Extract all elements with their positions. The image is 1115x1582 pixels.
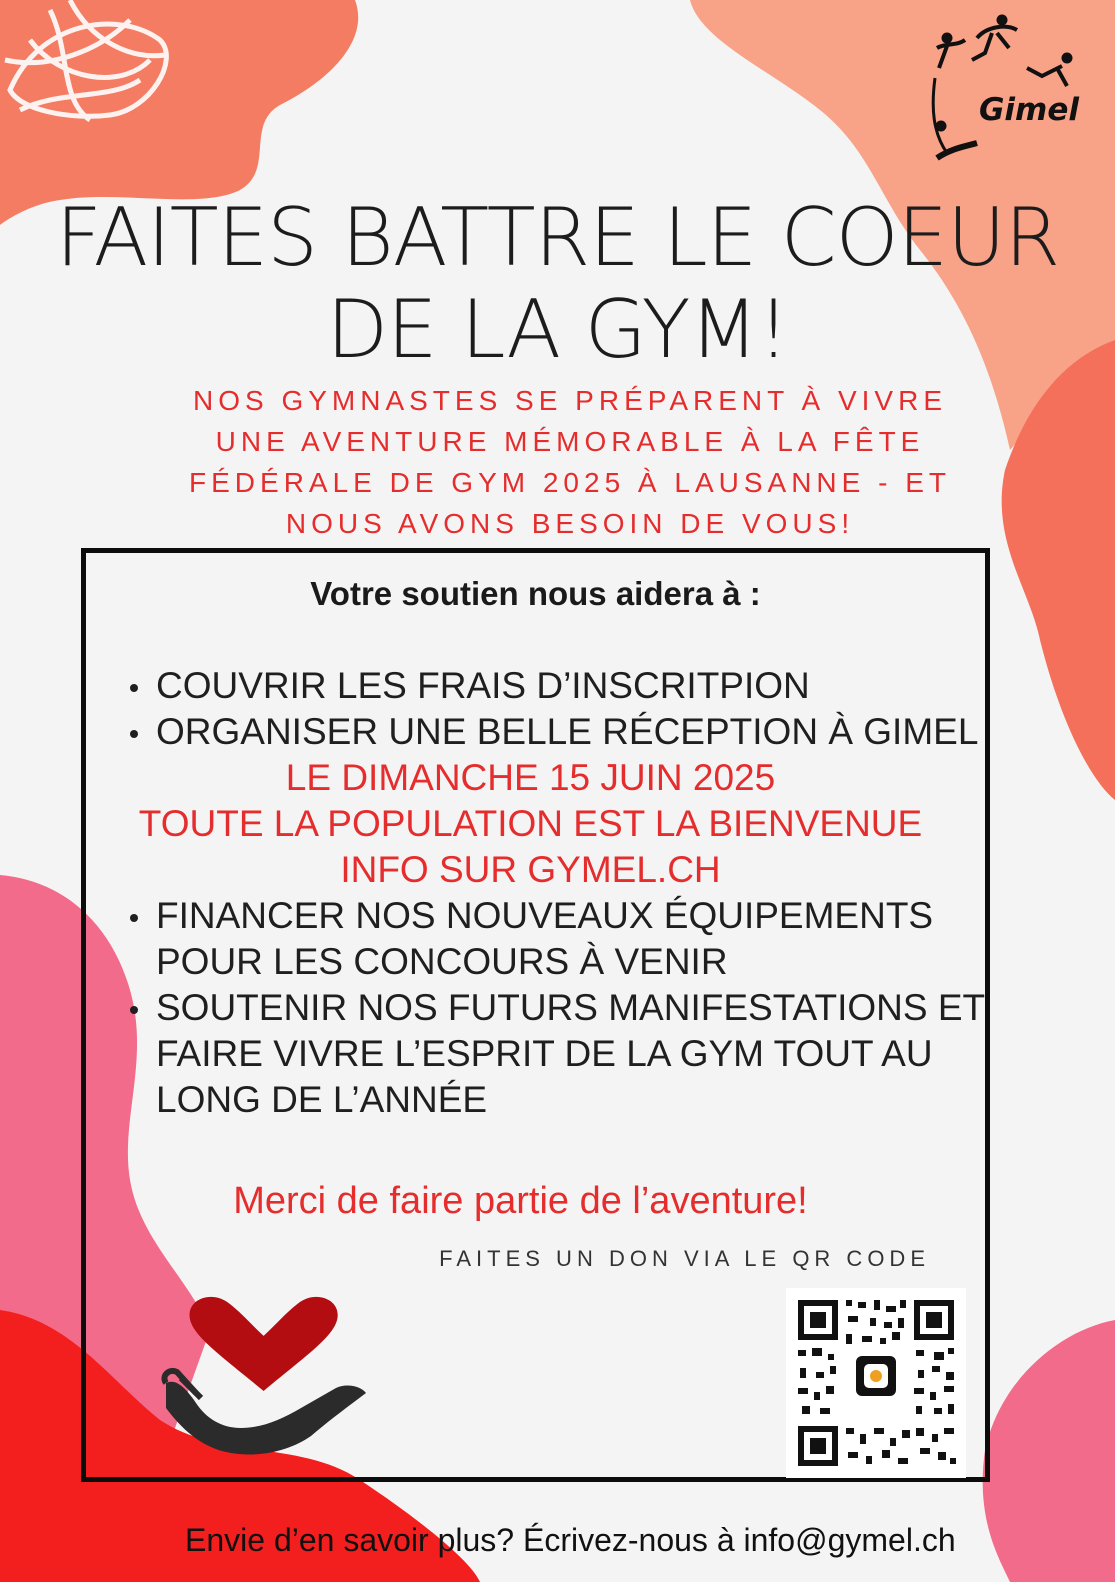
list-item-line: POUR LES CONCOURS À VENIR [156, 941, 728, 982]
gimel-logo-icon [917, 8, 1087, 168]
footer-contact[interactable]: Envie d’en savoir plus? Écrivez-nous à info@gymel.ch [185, 1522, 956, 1558]
list-item [126, 985, 986, 1123]
list-item [126, 709, 979, 755]
event-date: LE DIMANCHE 15 JUIN 2025 [285, 757, 776, 798]
qr-code[interactable] [786, 1288, 966, 1478]
subtitle: NOS GYMNASTES SE PRÉPARENT À VIVRE UNE AVENTURE MÉMORABLE À LA FÊTE FÉDÉRALE DE GYM 2025 À LAUSANNE - ET NOUS AVONS BESOIN DE VOUS! [189, 385, 951, 539]
support-list [126, 663, 986, 1123]
heart-hand-icon [161, 1288, 376, 1463]
list-item-line: COUVRIR LES FRAIS D’INSCRITPION [156, 665, 810, 706]
thanks-text: Merci de faire partie de l’aventure! [233, 1180, 808, 1222]
list-item-line: LONG DE L’ANNÉE [156, 1079, 488, 1120]
list-item-line: FINANCER NOS NOUVEAUX ÉQUIPEMENTS [156, 895, 934, 936]
list-item-line: SOUTENIR NOS FUTURS MANIFESTATIONS ET [156, 987, 986, 1028]
event-welcome: TOUTE LA POPULATION EST LA BIENVENUE [138, 803, 923, 844]
list-item [126, 663, 975, 709]
logo-name: Gimel [978, 92, 1079, 128]
event-info-link[interactable]: INFO SUR GYMEL.CH [340, 849, 721, 890]
list-item [126, 893, 975, 985]
title-line-2: DE LA GYM! [326, 283, 789, 376]
support-box [81, 548, 990, 1482]
qr-caption: FAITES UN DON VIA LE QR CODE [439, 1246, 930, 1271]
page-title [40, 192, 1075, 376]
title-line-1: FAITES BATTRE LE COEUR [55, 191, 1060, 284]
list-item-line: ORGANISER UNE BELLE RÉCEPTION À GIMEL [156, 711, 979, 752]
list-item-line: FAIRE VIVRE L’ESPRIT DE LA GYM TOUT AU [156, 1033, 933, 1074]
box-heading: Votre soutien nous aidera à : [310, 575, 761, 612]
